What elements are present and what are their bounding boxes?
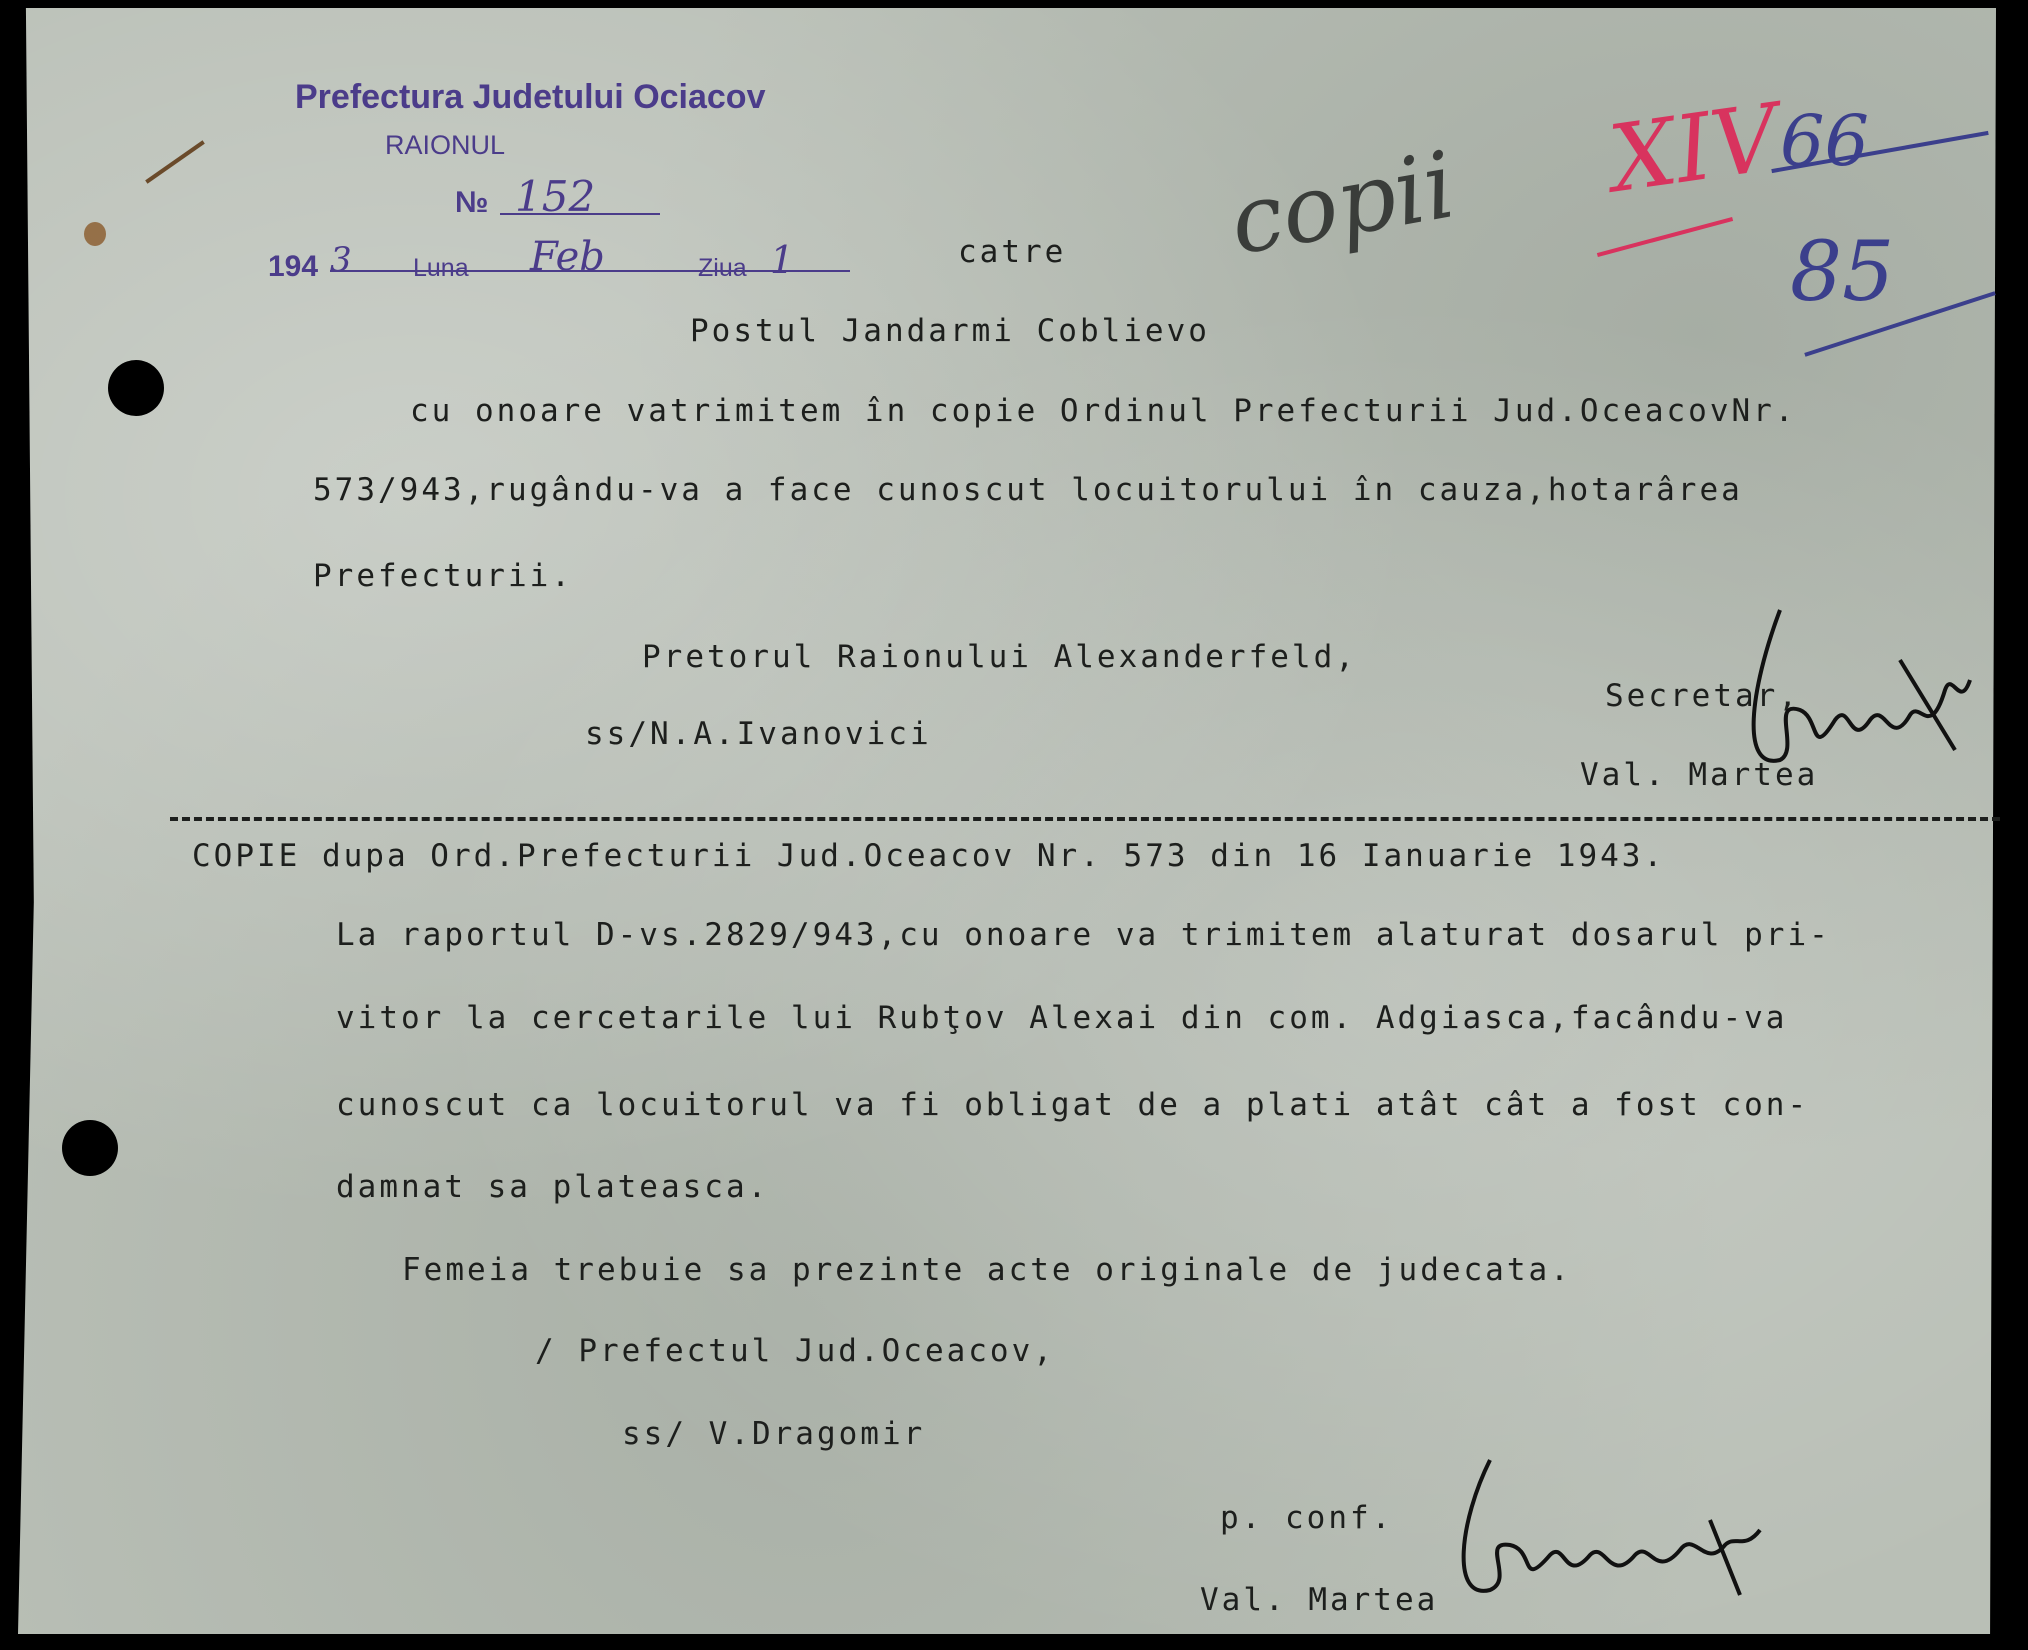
copy-heading: COPIE dupa Ord.Prefecturii Jud.Oceacov Nr. 573 din 16 Ianuarie 1943. [192, 838, 1666, 874]
copy-line-3: cunoscut ca locuitorul va fi obligat de a plati atât cât a fost con- [336, 1087, 1810, 1123]
copy-line-2: vitor la cercetarile lui Rubţov Alexai din com. Adgiasca,facându-va [336, 1000, 1788, 1036]
body-line-2: 573/943,rugându-va a face cunoscut locuitorului în cauza,hotarârea [313, 472, 1743, 508]
copy-line-4: damnat sa plateasca. [336, 1169, 770, 1205]
stamp-year-label: 194 [268, 250, 319, 283]
prefect-title: / Prefectul Jud.Oceacov, [535, 1333, 1055, 1369]
rust-spot [84, 222, 106, 246]
stamp-day-value: 1 [770, 238, 795, 282]
stamp-month-label: Luna [413, 254, 469, 282]
stamp-year-value: 3 [330, 240, 352, 280]
stamp-nr-value: 152 [515, 172, 596, 221]
recipient: Postul Jandarmi Coblievo [690, 313, 1210, 349]
prefect-name: ss/ V.Dragomir [622, 1416, 926, 1452]
stamp-raion: RAIONUL [385, 130, 506, 160]
copy-line-5: Femeia trebuie sa prezinte acte originale de judecata. [402, 1252, 1572, 1288]
pretor-title: Pretorul Raionului Alexanderfeld, [642, 639, 1357, 675]
copy-line-1: La raportul D-vs.2829/943,cu onoare va trimitem alaturat dosarul pri- [336, 917, 1831, 953]
punch-hole-top [108, 360, 164, 416]
signature-conf [1440, 1450, 1780, 1610]
annotation-copii: copii [1222, 131, 1463, 276]
signature-secretar [1740, 600, 1980, 790]
stamp-nr-label: № [455, 186, 489, 219]
stamp-date-line [330, 270, 850, 272]
secretar-name: Val. Martea [1580, 757, 1819, 793]
pretor-name: ss/N.A.Ivanovici [585, 716, 932, 752]
stamp-nr-line [500, 213, 660, 215]
body-line-1: cu onoare vatrimitem în copie Ordinul Prefecturii Jud.OceacovNr. [410, 393, 1797, 429]
conf-name: Val. Martea [1200, 1582, 1439, 1618]
stamp-title: Prefectura Judetului Ociacov [295, 78, 766, 116]
body-line-3: Prefecturii. [313, 558, 573, 594]
punch-hole-bottom [62, 1120, 118, 1176]
annotation-number: 85 [1790, 225, 1895, 320]
stamp-day-label: Ziua [698, 254, 747, 282]
conf-label: p. conf. [1220, 1500, 1394, 1536]
secretar-title: Secretar, [1605, 678, 1800, 714]
annotation-red-numeral: XIV [1603, 83, 1785, 214]
stamp-month-value: Feb [530, 234, 605, 280]
annotation-crossed: 66 [1780, 100, 1870, 182]
separator-line [170, 817, 2000, 821]
catre-label: catre [958, 234, 1067, 270]
